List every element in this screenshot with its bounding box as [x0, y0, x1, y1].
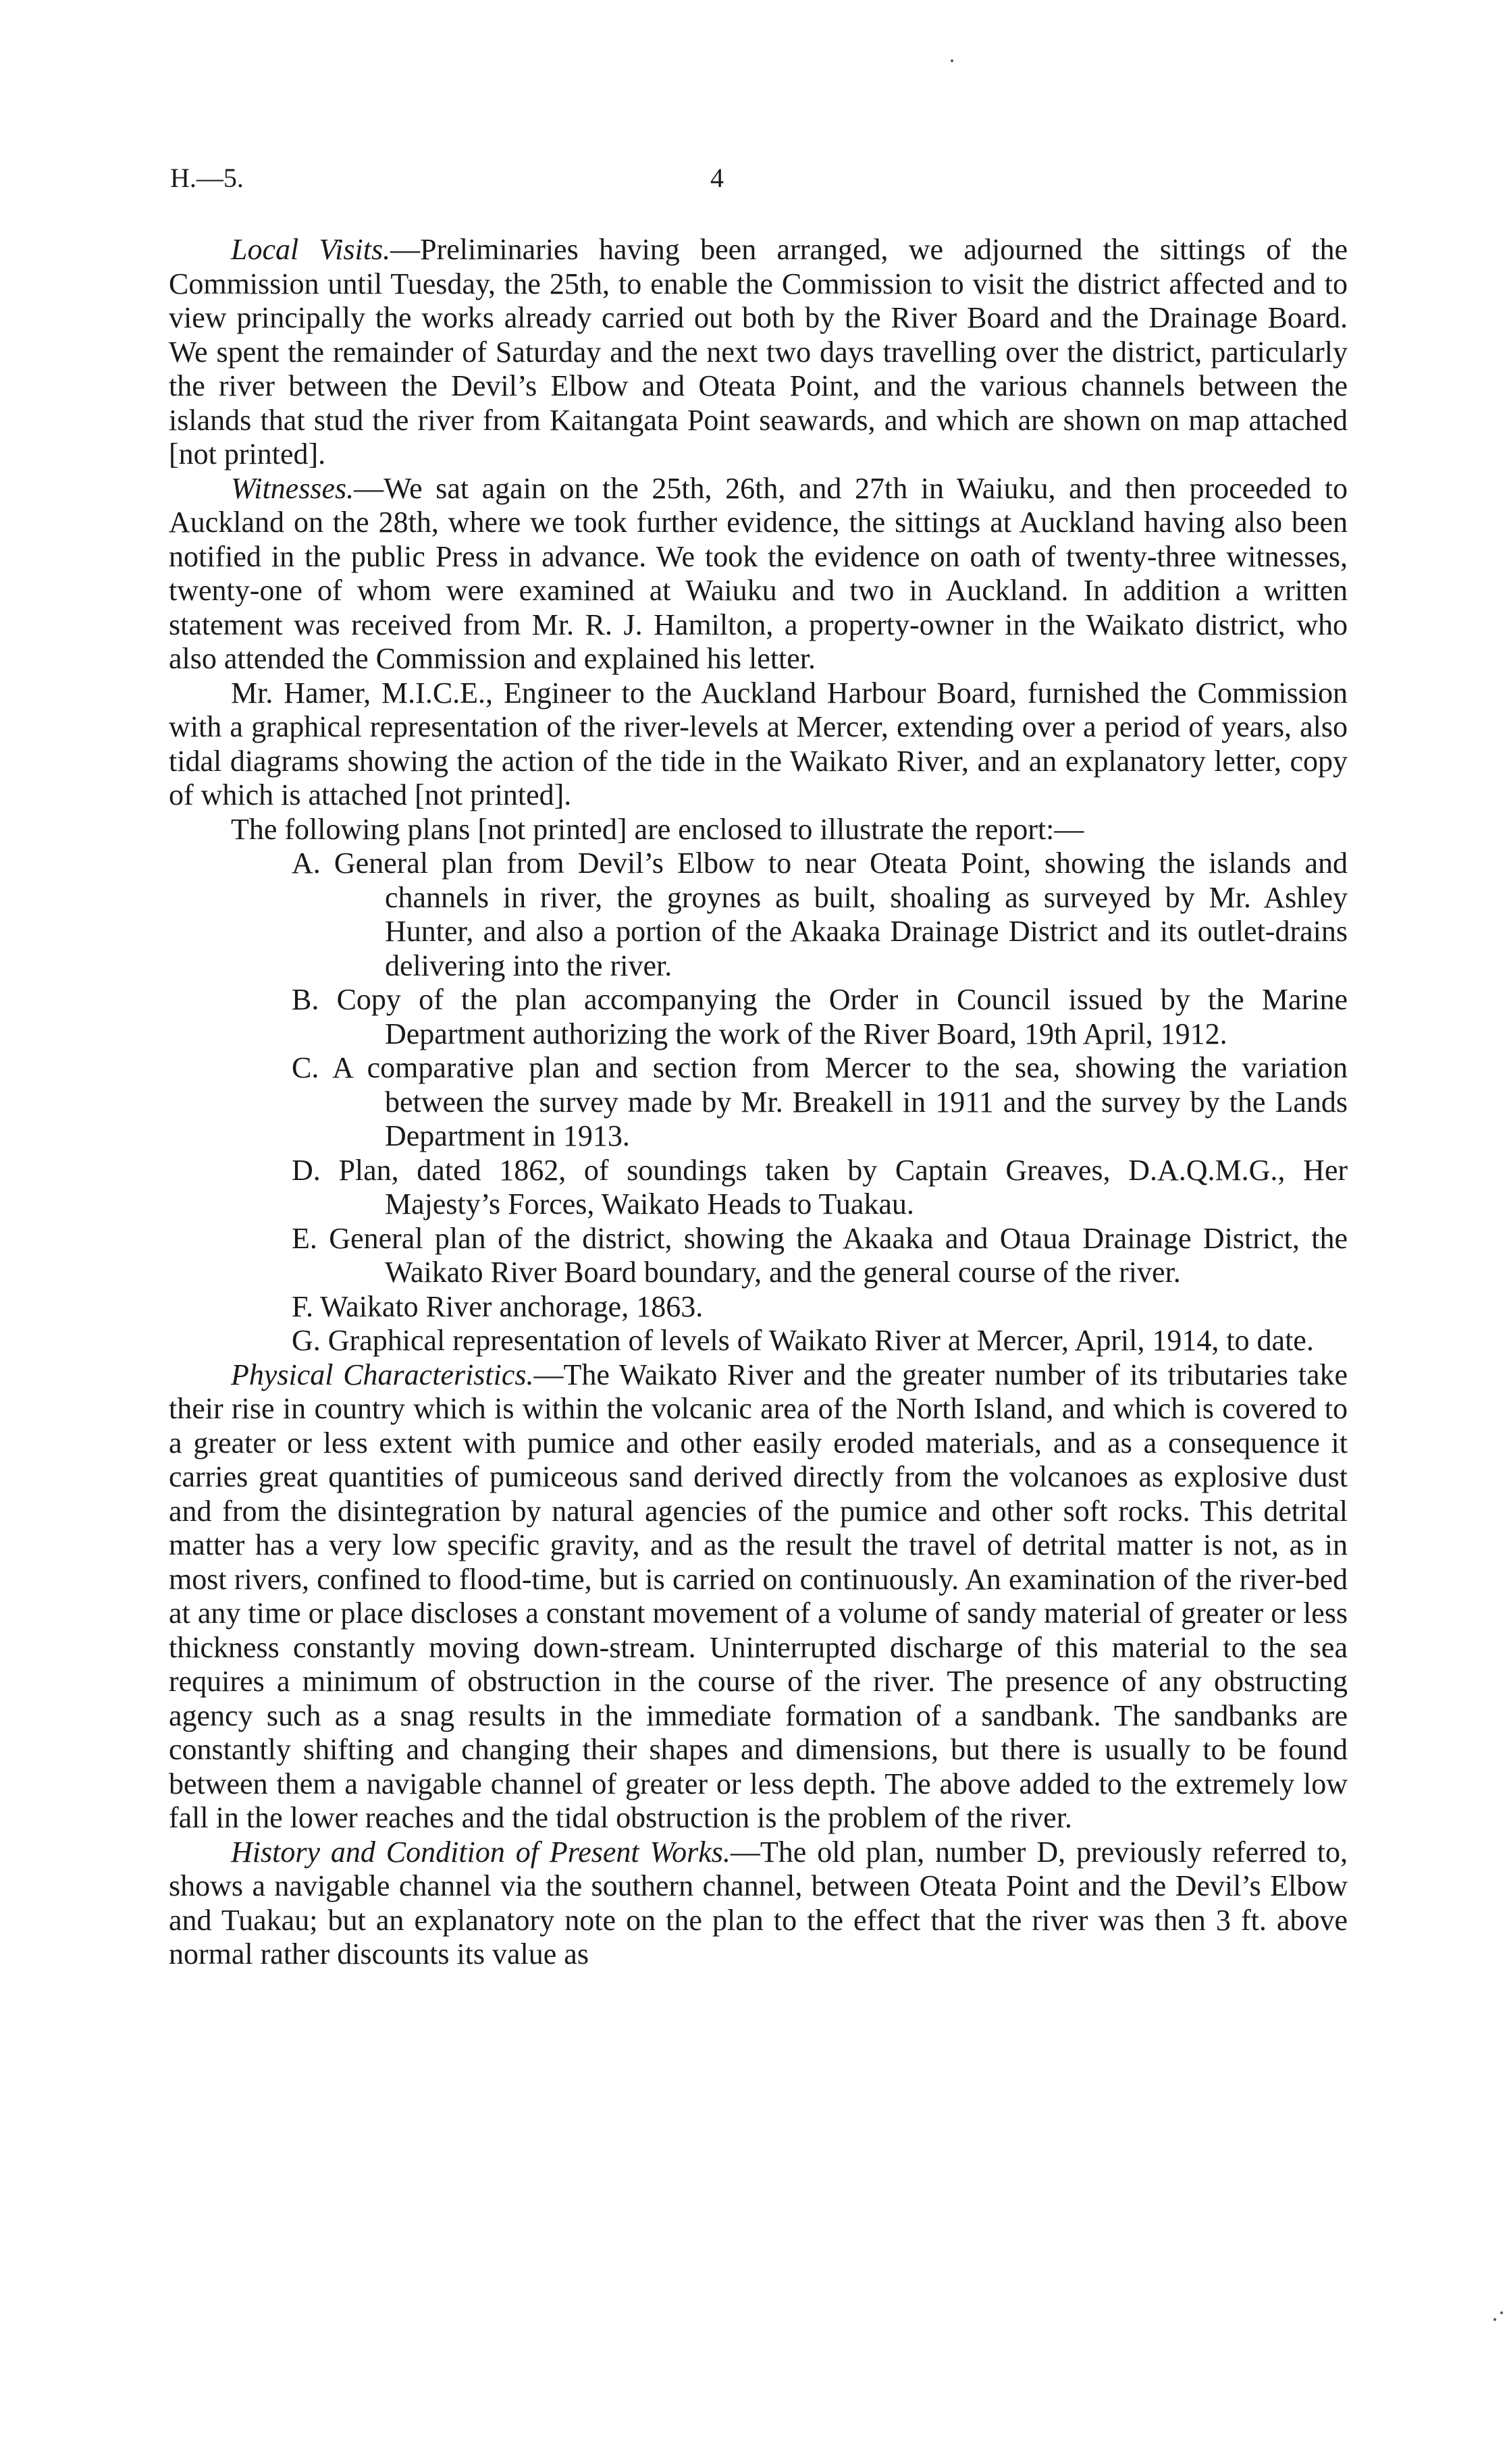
paragraph-text: —Preliminaries having been arranged, we adjourned the sittings of the Commission until Tuesday, the 25th, to enable the Commission to visit the district affected and to view principally the works already carried out both by the River Board and the Drainage Board. We spent the remainder of Saturday and the next two days travelling over the district, particularly the river between the Devil’s Elbow and Oteata Point, and the various channels between the islands that stud the river from Kaitangata Point seawards, and which are shown on map attached [not printed].: [169, 233, 1348, 471]
paragraph-lead: History and Condition of Present Works.: [231, 1835, 731, 1869]
paragraph-text: Mr. Hamer, M.I.C.E., Engineer to the Auckland Harbour Board, furnished the Commission with a graphical representation of the river-levels at Mercer, extending over a period of years, also tidal diagrams showing the action of the tide in the Waikato River, and an explanatory letter, copy of which is attached [not printed].: [169, 676, 1348, 811]
plan-letter: G.: [292, 1324, 321, 1357]
scan-speck-right: [1500, 2311, 1503, 2314]
paragraph-text: —The old plan, number D, previously referred to, shows a navigable channel via the southern channel, between Oteata Point and the Devil’s Elbow and Tuakau; but an explanatory note on the plan to the effect that the river was then 3 ft. above normal rather discounts its value as: [169, 1835, 1348, 1971]
document-body: [169, 233, 1348, 1972]
list-item: [169, 983, 1348, 1051]
plan-description: A comparative plan and section from Mercer to the sea, showing the variation between the survey made by Mr. Breakell in 1911 and the survey by the Lands Department in 1913.: [332, 1051, 1348, 1152]
paragraph-lead: Witnesses.: [231, 471, 354, 505]
paragraph-lead: Local Visits.: [231, 233, 391, 266]
scan-speck-right: [1493, 2318, 1496, 2321]
paragraph-witnesses: [169, 472, 1348, 676]
plans-list: [169, 847, 1348, 1358]
list-item: [169, 1154, 1348, 1222]
page-number: 4: [710, 163, 724, 193]
list-item: [169, 1051, 1348, 1154]
document-reference: H.—5.: [170, 163, 244, 193]
scan-speck-top: [951, 59, 953, 62]
plan-letter: C.: [292, 1051, 319, 1084]
paragraph-text: The following plans [not printed] are enclosed to illustrate the report:—: [231, 812, 1084, 846]
paragraph-text: —The Waikato River and the greater number of its tributaries take their rise in country which is within the volcanic area of the North Island, and which is covered to a greater or less extent with pumice and other easily eroded materials, and as a consequence it carries great quantities of pumiceous sand derived directly from the volcanoes as explosive dust and from the disintegration by natural agencies of the pumice and other soft rocks. This detrital matter has a very low specific gravity, and as the result the travel of detrital matter is not, as in most rivers, confined to flood-time, but is carried on continuously. An examination of the river-bed at any time or place discloses a constant movement of a volume of sandy material of greater or less thickness constantly moving down-stream. Uninterrupted discharge of this material to the sea requires a minimum of obstruction in the course of the river. The presence of any obstructing agency such as a snag results in the immediate formation of a sandbank. The sandbanks are constantly shifting and changing their shapes and dimensions, but there is usually to be found between them a navigable channel of greater or less depth. The above added to the extremely low fall in the lower reaches and the tidal obstruction is the problem of the river.: [169, 1358, 1348, 1834]
list-item: [169, 1222, 1348, 1290]
paragraph-hamer: [169, 676, 1348, 813]
plan-letter: A.: [292, 847, 321, 880]
list-item: [169, 1324, 1348, 1358]
paragraph-local-visits: [169, 233, 1348, 472]
plan-letter: E.: [292, 1221, 317, 1255]
paragraph-text: —We sat again on the 25th, 26th, and 27th in Waiuku, and then proceeded to Auckland on the 28th, where we took further evidence, the sittings at Auckland having also been notified in the public Press in advance. We took the evidence on oath of twenty-three witnesses, twenty-one of whom were examined at Waiuku and two in Auckland. In addition a written statement was received from Mr. R. J. Hamilton, a property-owner in the Waikato district, who also attended the Commission and explained his letter.: [169, 471, 1348, 675]
plan-description: Graphical representation of levels of Waikato River at Mercer, April, 1914, to date.: [327, 1324, 1314, 1357]
paragraph-lead: Physical Characteristics.: [231, 1358, 534, 1391]
paragraph-history-condition: [169, 1836, 1348, 1972]
plan-description: Waikato River anchorage, 1863.: [320, 1289, 704, 1323]
plan-description: General plan from Devil’s Elbow to near Oteata Point, showing the islands and channels in river, the groynes as built, shoaling as surveyed by Mr. Ashley Hunter, and also a portion of the Akaaka Drainage District and its outlet-drains delivering into the river.: [334, 847, 1348, 982]
list-item: [169, 1290, 1348, 1324]
plan-letter: B.: [292, 983, 319, 1016]
plan-description: Plan, dated 1862, of soundings taken by Captain Greaves, D.A.Q.M.G., Her Majesty’s Forces, Waikato Heads to Tuakau.: [338, 1153, 1348, 1221]
plan-letter: F.: [292, 1289, 313, 1323]
paragraph-plans-intro: [169, 813, 1348, 847]
list-item: [169, 847, 1348, 983]
plan-letter: D.: [292, 1153, 321, 1187]
plan-description: Copy of the plan accompanying the Order in Council issued by the Marine Department authorizing the work of the River Board, 19th April, 1912.: [336, 983, 1348, 1050]
plan-description: General plan of the district, showing the Akaaka and Otaua Drainage District, the Waikato River Board boundary, and the general course of the river.: [329, 1221, 1348, 1289]
page-header: [170, 162, 1345, 203]
paragraph-physical-characteristics: [169, 1358, 1348, 1836]
